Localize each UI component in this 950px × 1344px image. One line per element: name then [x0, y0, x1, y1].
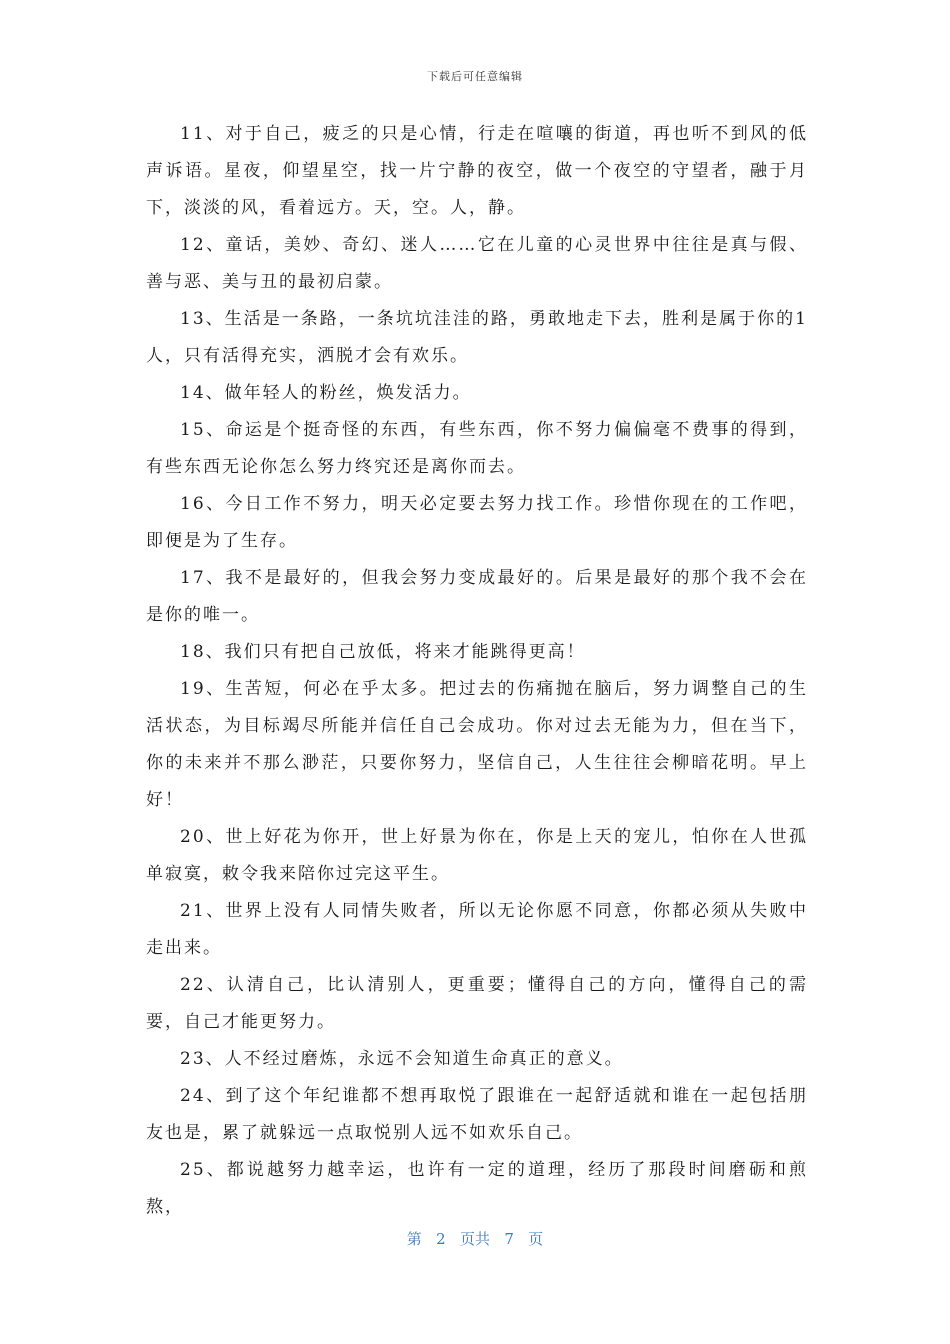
- paragraph-18: 18、我们只有把自己放低，将来才能跳得更高！: [180, 642, 586, 662]
- paragraph-15: 15、命运是个挺奇怪的东西，有些东西，你不努力偏偏毫不费事的得到，有些东西无论你怎么努力终究还是离你而去。: [146, 420, 808, 477]
- paragraph-20: 20、世上好花为你开，世上好景为你在，你是上天的宠儿，怕你在人世孤单寂寞，敕令我来陪你过完这平生。: [146, 827, 808, 884]
- footer-suffix: 页: [528, 1230, 544, 1248]
- paragraph-11: 11、对于自己，疲乏的只是心情，行走在喧嚷的街道，再也听不到风的低声诉语。星夜，仰望星空，找一片宁静的夜空，做一个夜空的守望者，融于月下，淡淡的风，看着远方。天，空。人，静。: [146, 124, 808, 218]
- paragraph-14: 14、做年轻人的粉丝，焕发活力。: [180, 383, 472, 403]
- paragraph-25: 25、都说越努力越幸运，也许有一定的道理，经历了那段时间磨砺和煎熬，: [146, 1160, 808, 1217]
- paragraph-22: 22、认清自己，比认清别人，更重要；懂得自己的方向，懂得自己的需要，自己才能更努力。: [146, 975, 808, 1032]
- paragraph-19: 19、生苦短，何必在乎太多。把过去的伤痛抛在脑后，努力调整自己的生活状态，为目标竭尽所能并信任自己会成功。你对过去无能为力，但在当下，你的未来并不那么渺茫，只要你努力，坚信自己，人生往往会柳暗花明。早上好！: [146, 679, 808, 810]
- paragraph-21: 21、世界上没有人同情失败者，所以无论你愿不同意，你都必须从失败中走出来。: [146, 901, 808, 958]
- page-header: 下载后可任意编辑: [427, 70, 523, 83]
- paragraph-12: 12、童话，美妙、奇幻、迷人……它在儿童的心灵世界中往往是真与假、善与恶、美与丑的最初启蒙。: [146, 235, 808, 292]
- paragraph-13: 13、生活是一条路，一条坑坑洼洼的路，勇敢地走下去，胜利是属于你的1人，只有活得充实，洒脱才会有欢乐。: [146, 309, 808, 366]
- page-footer: [0, 1228, 950, 1249]
- paragraph-24: 24、到了这个年纪谁都不想再取悦了跟谁在一起舒适就和谁在一起包括朋友也是，累了就躲远一点取悦别人远不如欢乐自己。: [146, 1086, 808, 1143]
- document-body: [146, 116, 808, 1226]
- footer-current-page: 2: [436, 1230, 446, 1248]
- paragraph-17: 17、我不是最好的，但我会努力变成最好的。后果是最好的那个我不会在是你的唯一。: [146, 568, 808, 625]
- footer-total-pages: 7: [504, 1230, 514, 1248]
- footer-prefix: 第: [406, 1230, 422, 1248]
- paragraph-23: 23、人不经过磨炼，永远不会知道生命真正的意义。: [180, 1049, 624, 1069]
- footer-middle: 页共: [459, 1230, 490, 1248]
- paragraph-16: 16、今日工作不努力，明天必定要去努力找工作。珍惜你现在的工作吧，即便是为了生存。: [146, 494, 808, 551]
